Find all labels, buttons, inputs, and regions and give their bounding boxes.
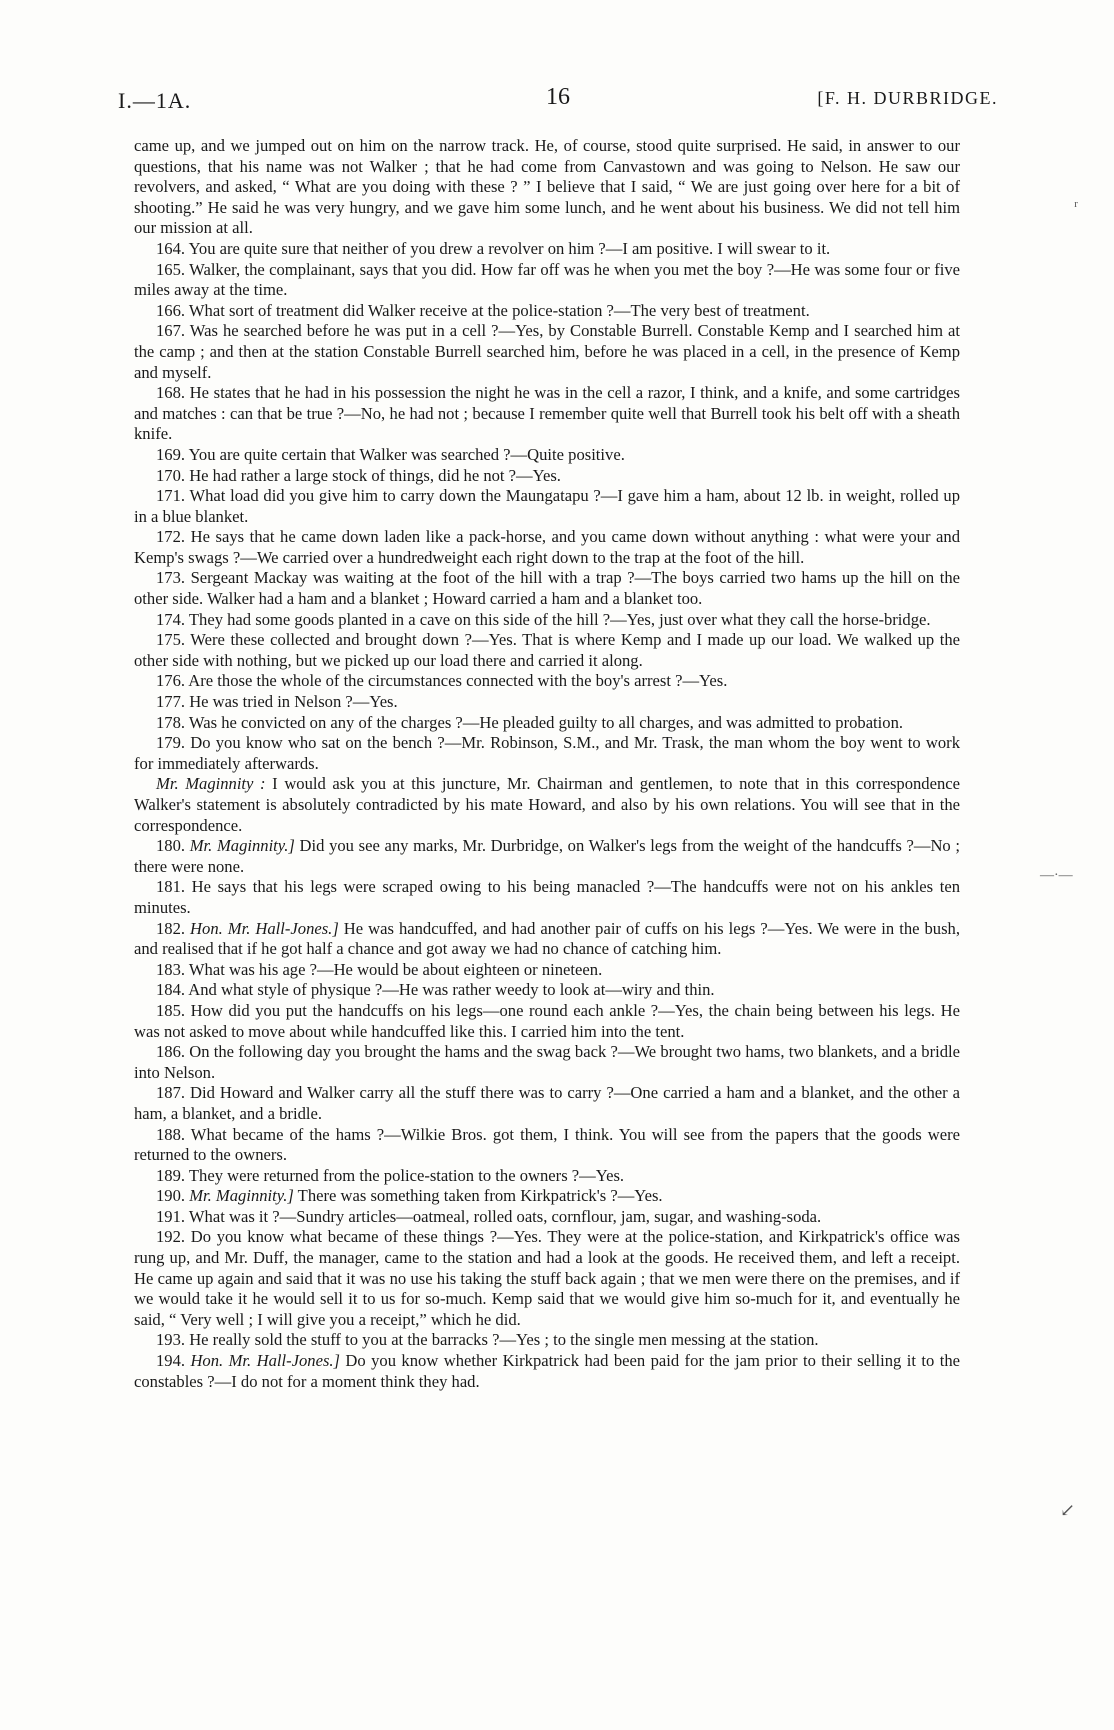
transcript-paragraph <box>134 692 960 713</box>
transcript-paragraph <box>134 1330 960 1351</box>
question-number: 170. <box>156 465 190 485</box>
transcript-body <box>134 136 960 1392</box>
speaker-name: Mr. Maginnity.] <box>189 836 295 856</box>
transcript-paragraph <box>134 239 960 260</box>
page-number: 16 <box>546 84 570 110</box>
question-number: 175. <box>156 630 191 650</box>
question-number: 194. <box>156 1351 191 1371</box>
question-number: 173. <box>156 568 191 588</box>
transcript-paragraph <box>134 610 960 631</box>
transcript-paragraph <box>134 486 960 527</box>
transcript-paragraph <box>134 713 960 734</box>
question-number: 191. <box>156 1206 189 1226</box>
paragraph-text: What was it ?—Sundry articles—oatmeal, rolled oats, cornflour, jam, sugar, and washing-soda. <box>188 1206 822 1226</box>
transcript-paragraph <box>134 960 960 981</box>
transcript-paragraph <box>134 1351 960 1392</box>
paragraph-text: What was his age ?—He would be about eighteen or nineteen. <box>188 959 603 979</box>
witness-name: [F. H. DURBRIDGE. <box>817 88 998 108</box>
paragraph-text: You are quite sure that neither of you drew a revolver on him ?—I am positive. I will swear to it. <box>188 238 831 258</box>
paragraph-text: What load did you give him to carry down the Maungatapu ?—I gave him a ham, about 12 lb. in weight, rolled up in a blue blanket. <box>134 486 961 526</box>
margin-mark: ↙ <box>1060 1500 1076 1520</box>
transcript-paragraph <box>134 321 960 383</box>
transcript-paragraph <box>134 980 960 1001</box>
speaker-name: Mr. Maginnity : <box>156 774 266 794</box>
paragraph-text: Do you know whether Kirkpatrick had been paid for the jam prior to their selling it to the constables ?—I do not for a moment think they had. <box>134 1351 960 1391</box>
paragraph-text: They were returned from the police-station to the owners ?—Yes. <box>188 1165 625 1185</box>
paragraph-text: He was tried in Nelson ?—Yes. <box>189 692 398 712</box>
transcript-paragraph <box>134 836 960 877</box>
transcript-paragraph <box>134 671 960 692</box>
page-header <box>118 84 998 124</box>
paragraph-text: He was handcuffed, and had another pair of cuffs on his legs ?—Yes. We were in the bush, and realised that if he got half a chance and got away we had no chance of catching him. <box>134 918 960 959</box>
transcript-paragraph <box>134 1166 960 1187</box>
paragraph-text: I would ask you at this juncture, Mr. Chairman and gentlemen, to note that in this correspondence Walker's statement is absolutely contradicted by his mate Howard, and also by his own relations. You will see that in the correspondence. <box>134 774 960 835</box>
paragraph-text: Did Howard and Walker carry all the stuff there was to carry ?—One carried a ham and a blanket, and the other a ham, a blanket, and a bridle. <box>134 1083 961 1123</box>
paragraph-text: What sort of treatment did Walker receive at the police-station ?—The very best of treatment. <box>188 300 810 320</box>
question-number: 174. <box>156 609 189 629</box>
paragraph-text: He states that he had in his possession the night he was in the cell a razor, I think, and a knife, and some cartridges and matches : can that be true ?—No, he had not ; because I remember quite well that Burrell took his belt off with a sheath knife. <box>134 383 960 444</box>
question-number: 166. <box>156 300 189 320</box>
paragraph-text: And what style of physique ?—He was rather weedy to look at—wiry and thin. <box>188 980 715 1000</box>
question-number: 190. <box>156 1186 190 1206</box>
transcript-paragraph <box>134 733 960 774</box>
paragraph-text: What became of the hams ?—Wilkie Bros. got them, I think. You will see from the papers that the goods were returned to the owners. <box>134 1124 960 1165</box>
transcript-paragraph <box>134 630 960 671</box>
question-number: 192. <box>156 1227 191 1247</box>
question-number: 182. <box>156 918 191 938</box>
transcript-paragraph <box>134 383 960 445</box>
paragraph-text: He really sold the stuff to you at the barracks ?—Yes ; to the single men messing at the station. <box>189 1330 819 1350</box>
question-number: 169. <box>156 444 189 464</box>
question-number: 172. <box>156 527 191 547</box>
question-number: 176. <box>156 671 189 691</box>
transcript-paragraph <box>134 774 960 836</box>
paragraph-text: Was he searched before he was put in a cell ?—Yes, by Constable Burrell. Constable Kemp and I searched him at the camp ; and then at the station Constable Burrell searched him, before he was placed in a cell, in the presence of Kemp and myself. <box>134 321 960 382</box>
transcript-paragraph <box>134 466 960 487</box>
paragraph-text: Were these collected and brought down ?—Yes. That is where Kemp and I made up our load. We walked up the other side with nothing, but we picked up our load there and carried it along. <box>134 630 960 670</box>
question-number: 185. <box>156 1000 191 1020</box>
question-number: 178. <box>156 712 189 732</box>
paragraph-text: Sergeant Mackay was waiting at the foot of the hill with a trap ?—The boys carried two hams up the hill on the other side. Walker had a ham and a blanket ; Howard carried a ham and a blanket too. <box>134 568 960 609</box>
transcript-paragraph <box>134 260 960 301</box>
question-number: 186. <box>156 1042 190 1062</box>
speaker-name: Mr. Maginnity.] <box>189 1186 294 1206</box>
transcript-paragraph <box>134 919 960 960</box>
transcript-paragraph <box>134 1125 960 1166</box>
transcript-paragraph <box>134 1042 960 1083</box>
question-number: 183. <box>156 959 189 979</box>
paragraph-text: Are those the whole of the circumstances connected with the boy's arrest ?—Yes. <box>188 671 728 691</box>
paragraph-text: Was he convicted on any of the charges ?—He pleaded guilty to all charges, and was admitted to probation. <box>188 712 904 732</box>
margin-mark: —·— <box>1040 868 1073 883</box>
paragraph-text: On the following day you brought the hams and the swag back ?—We brought two hams, two blankets, and a bridle into Nelson. <box>134 1042 960 1082</box>
question-number: 187. <box>156 1083 191 1103</box>
transcript-paragraph <box>134 136 960 239</box>
transcript-paragraph <box>134 1001 960 1042</box>
question-number: 193. <box>156 1330 190 1350</box>
paragraph-text: There was something taken from Kirkpatrick's ?—Yes. <box>293 1186 663 1206</box>
paragraph-text: came up, and we jumped out on him on the narrow track. He, of course, stood quite surprised. He said, in answer to our questions, that his name was not Walker ; that he had come from Canvastown and was going to Nelson. He saw our revolvers, and asked, “ What are you doing with these ? ” I believe that I said, “ We are just going over here for a bit of shooting.” He said he was very hungry, and we gave him some lunch, and he went about his business. We did not tell him our mission at all. <box>134 136 960 238</box>
paragraph-text: They had some goods planted in a cave on this side of the hill ?—Yes, just over what they call the horse-bridge. <box>188 609 931 629</box>
paragraph-text: How did you put the handcuffs on his legs—one round each ankle ?—Yes, the chain being between his legs. He was not asked to move about while handcuffed like this. I carried him into the tent. <box>134 1000 961 1041</box>
paragraph-text: Do you know what became of these things ?—Yes. They were at the police-station, and Kirkpatrick's office was rung up, and Mr. Duff, the manager, came to the station and had a look at the goods. He received them, and left a receipt. He came up again and said that it was no use his taking the stuff back again ; that we men were there on the premises, and if we would take it he would sell it to us for so-much. Kemp said that we would give him so-much for it, and eventually he said, “ Very well ; I will give you a receipt,” which he did. <box>134 1227 960 1329</box>
paragraph-text: He says that he came down laden like a pack-horse, and you came down without anything : what were your and Kemp's swags ?—We carried over a hundredweight each right down to the trap at the foot of the hill. <box>134 527 961 567</box>
question-number: 180. <box>156 836 190 856</box>
paragraph-text: Did you see any marks, Mr. Durbridge, on Walker's legs from the weight of the handcuffs ?—No ; there were none. <box>134 836 961 876</box>
transcript-paragraph <box>134 568 960 609</box>
speaker-name: Hon. Mr. Hall-Jones.] <box>190 918 339 938</box>
transcript-paragraph <box>134 1227 960 1330</box>
question-number: 179. <box>156 733 191 753</box>
question-number: 168. <box>156 383 190 403</box>
transcript-paragraph <box>134 1186 960 1207</box>
transcript-paragraph <box>134 1207 960 1228</box>
paragraph-text: Do you know who sat on the bench ?—Mr. Robinson, S.M., and Mr. Trask, the man whom the boy went to work for immediately afterwards. <box>134 733 960 773</box>
transcript-paragraph <box>134 1083 960 1124</box>
question-number: 188. <box>156 1124 191 1144</box>
document-reference: I.—1A. <box>118 88 192 113</box>
question-number: 181. <box>156 877 192 897</box>
paragraph-text: Walker, the complainant, says that you did. How far off was he when you met the boy ?—He was some four or five miles away at the time. <box>134 259 961 300</box>
question-number: 177. <box>156 692 190 712</box>
transcript-paragraph <box>134 301 960 322</box>
paragraph-text: He says that his legs were scraped owing to his being manacled ?—The handcuffs were not on his ankles ten minutes. <box>134 877 960 917</box>
transcript-paragraph <box>134 527 960 568</box>
paragraph-text: He had rather a large stock of things, did he not ?—Yes. <box>189 465 561 485</box>
margin-mark: ʳ <box>1074 196 1078 216</box>
question-number: 167. <box>156 321 190 341</box>
question-number: 171. <box>156 486 190 506</box>
question-number: 184. <box>156 980 189 1000</box>
question-number: 164. <box>156 238 189 258</box>
transcript-paragraph <box>134 877 960 918</box>
transcript-paragraph <box>134 445 960 466</box>
speaker-name: Hon. Mr. Hall-Jones.] <box>190 1351 341 1371</box>
question-number: 165. <box>156 259 190 279</box>
question-number: 189. <box>156 1165 189 1185</box>
paragraph-text: You are quite certain that Walker was searched ?—Quite positive. <box>188 444 625 464</box>
